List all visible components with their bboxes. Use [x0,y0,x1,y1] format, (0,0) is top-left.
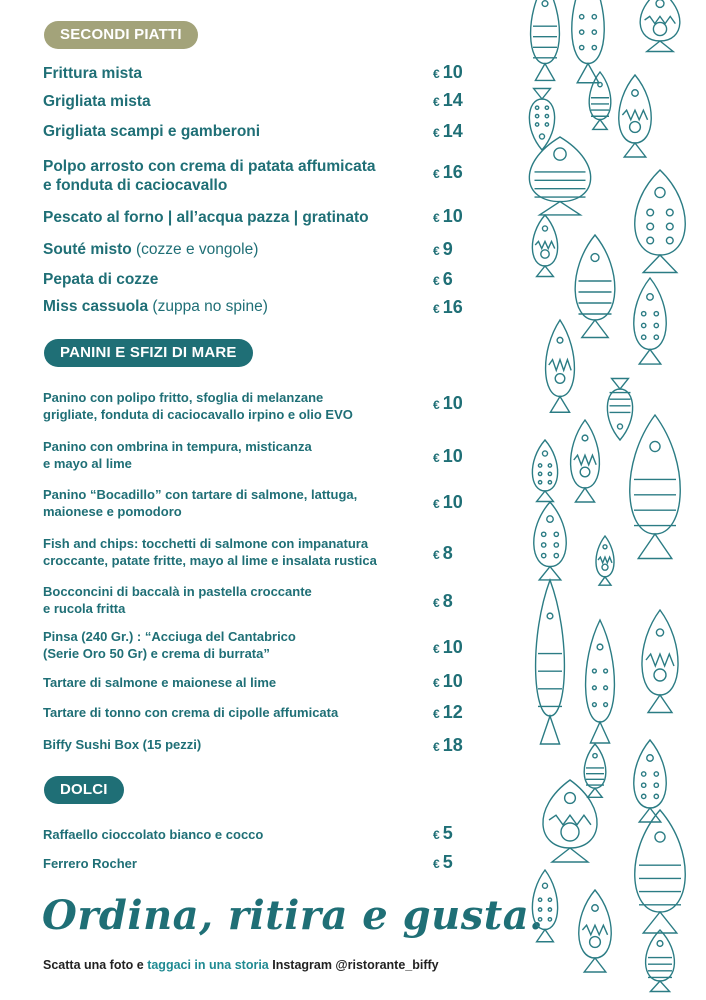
fish-icon [619,75,651,157]
menu-item-pepata-di-cozze: Pepata di cozze [43,271,159,288]
fish-icon [634,740,666,822]
menu-item-frittura-mista: Frittura mista [43,65,143,82]
menu-price: € 10 [433,206,463,226]
menu-item-grigliata-scampi: Grigliata scampi e gamberoni [43,123,261,140]
tagline: Ordina, ritira e gusta. [42,892,544,939]
fish-icon [646,930,675,992]
menu-item-pinsa [43,628,423,662]
menu-price: € 10 [433,393,463,413]
menu-item-name: Souté misto [43,241,132,258]
menu-item-line: grigliate, fonduta di caciocavallo irpino e olio EVO [43,407,353,422]
menu-price: € 10 [433,637,463,657]
menu-price: € 8 [433,591,453,611]
fish-icon [586,620,615,743]
footer-text: Scatta una foto e [43,958,148,972]
menu-item-line: croccante, patate fritte, mayo al lime e insalata rustica [43,553,377,568]
menu-price: € 6 [433,269,453,289]
menu-item-line: Panino con ombrina in tempura, misticanza [43,439,312,454]
section-title-panini: PANINI E SFIZI DI MARE [44,339,253,367]
menu-item-line: Polpo arrosto con crema di patata affumicata [43,158,376,175]
menu-price: € 10 [433,446,463,466]
menu-item-panino-polipo [43,389,423,423]
fish-icon [596,536,614,585]
fish-icon [529,137,590,215]
fish-icon [532,870,557,942]
footer-text: Instagram @ristorante_biffy [268,958,439,972]
fish-icon [531,0,560,80]
menu-price: € 14 [433,121,463,141]
fish-icon [634,278,666,364]
menu-item-line: Pinsa (240 Gr.) : “Acciuga del Cantabrico [43,629,296,644]
section-title-dolci: DOLCI [44,776,124,804]
fish-icon [529,89,554,151]
fish-icon [543,780,597,862]
fish-icon [635,170,685,273]
menu-item-tartare-salmone: Tartare di salmone e maionese al lime [43,675,277,690]
menu-price: € 10 [433,492,463,512]
fish-icon [572,0,604,83]
menu-item-name: Miss cassuola [43,298,149,315]
menu-price: € 16 [433,162,463,182]
menu-item-line: (Serie Oro 50 Gr) e crema di burrata” [43,646,270,661]
fish-pattern-icon [520,0,706,1000]
fish-icon [579,890,611,972]
menu-item-fish-and-chips [43,535,423,569]
menu-price: € 10 [433,62,463,82]
fish-icon [589,72,611,129]
menu-price: € 16 [433,297,463,317]
menu-price: € 9 [433,239,453,259]
menu-item-line: Bocconcini di baccalà in pastella croccante [43,584,312,599]
menu-item-line: e rucola fritta [43,601,126,616]
fish-icon [571,420,600,502]
menu-item-polpo-arrosto [43,157,423,195]
fish-icon [607,379,632,441]
menu-item-miss-cassuola [43,297,423,316]
menu-price: € 18 [433,735,463,755]
menu-item-biffy-sushi-box: Biffy Sushi Box (15 pezzi) [43,737,202,752]
fish-icon [534,502,566,580]
menu-item-panino-ombrina [43,438,423,472]
menu-item-tartare-tonno: Tartare di tonno con crema di cipolle affumicata [43,705,339,720]
menu-price: € 5 [433,852,453,872]
fish-icon [536,580,565,744]
menu-item-pescato-al-forno: Pescato al forno | all’acqua pazza | gratinato [43,209,369,226]
fish-icon [640,0,680,52]
footer-highlight: taggaci in una storia [147,958,269,972]
section-title-secondi-piatti: SECONDI PIATTI [44,21,198,49]
menu-price: € 8 [433,543,453,563]
menu-item-line: e fonduta di caciocavallo [43,177,228,194]
menu-item-soute-misto [43,240,423,259]
menu-price: € 12 [433,702,463,722]
menu-item-line: e mayo al lime [43,456,132,471]
menu-item-note: (cozze e vongole) [136,241,259,258]
menu-item-line: Panino con polipo fritto, sfoglia di melanzane [43,390,324,405]
menu-item-grigliata-mista: Grigliata mista [43,93,151,110]
menu-item-panino-bocadillo [43,486,423,520]
menu-price: € 10 [433,671,463,691]
menu-item-line: Fish and chips: tocchetti di salmone con impanatura [43,536,369,551]
fish-icon [642,610,678,713]
menu-item-line: Panino “Bocadillo” con tartare di salmone, lattuga, [43,487,358,502]
menu-price: € 14 [433,90,463,110]
footer-instagram [43,958,439,972]
fish-icon [532,440,557,502]
menu-item-note: (zuppa no spine) [152,298,268,315]
menu-item-bocconcini-baccala [43,583,423,617]
fish-icon [575,235,615,338]
menu-item-line: maionese e pomodoro [43,504,182,519]
menu-item-ferrero-rocher: Ferrero Rocher [43,856,137,871]
fish-icon [532,215,557,277]
fish-icon [630,415,680,559]
menu-item-raffaello: Raffaello cioccolato bianco e cocco [43,827,264,842]
fish-icon [635,810,685,933]
fish-icon [546,320,575,412]
fish-icon [584,744,606,797]
menu-price: € 5 [433,823,453,843]
